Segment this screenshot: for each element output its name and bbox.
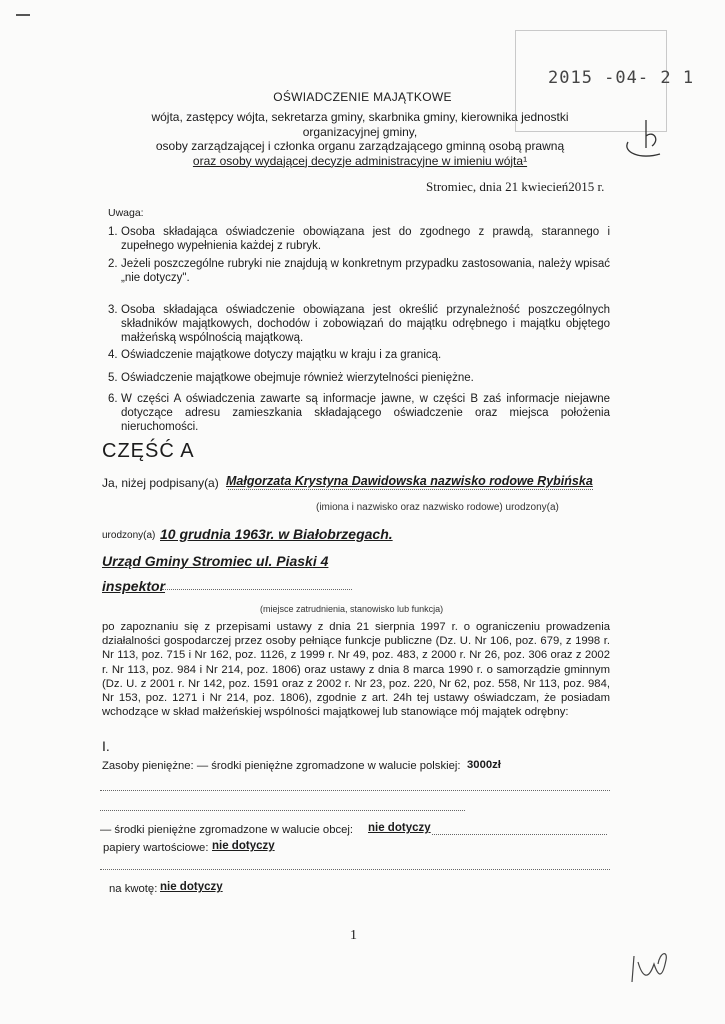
work-caption: (miejsce zatrudnienia, stanowisko lub funkcja) (260, 604, 444, 614)
born-value: 10 grudnia 1963r. w Białobrzegach. (160, 526, 393, 542)
position-dots (162, 589, 352, 590)
note-item: 3. Osoba składająca oświadczenie obowiązana jest określić przynależność poszczególnych składników majątkowych, dochodów i zobowiązań do majątku odrębnego i majątku objętego małżeńską wspólnością majątkową. (108, 304, 610, 344)
signed-name: Małgorzata Krystyna Dawidowska nazwisko rodowe Rybińska (226, 474, 593, 488)
document-subtitle (80, 110, 640, 168)
blank-line (432, 834, 607, 835)
subtitle-line: oraz osoby wydającej decyzje administracyjne w imieniu wójta¹ (192, 153, 528, 168)
foreign-label: — środki pieniężne zgromadzone w walucie obcej: (100, 824, 354, 836)
note-item: 6. W części A oświadczenia zawarte są informacje jawne, w części B zaś informacje niejawne dotyczące adresu zamieszkania składającego oświadczenie oraz miejsca położenia nieruchomości. (108, 393, 610, 433)
stamp-date: 2015 -04- 2 1 (548, 68, 695, 88)
document-title: OŚWIADCZENIE MAJĄTKOWE (273, 90, 452, 104)
subtitle-line: organizacyjnej gminy, (302, 124, 418, 139)
handwritten-initials (622, 942, 672, 992)
blank-line (100, 790, 610, 791)
legal-text: po zapoznaniu się z przepisami ustawy z dnia 21 sierpnia 1997 r. o ograniczeniu prowadzenia działalności gospodarczej przez osoby pełniące funkcje publiczne (Dz. U. Nr 106, poz. 679, z 1998 r. Nr 113, poz. 715 i Nr 162, poz. 1126, z 1999 r. Nr 49, poz. 483, z 2000 r. Nr 26, poz. 306 oraz z 2002 r. Nr 113, poz. 984 i Nr 214, poz. 1806) oraz ustawy z dnia 8 marca 1990 r. o samorządzie gminnym (Dz. U. z 2001 r. Nr 142, poz. 1591 oraz z 2002 r. Nr 23, poz. 220, Nr 62, poz. 558, Nr 113, poz. 984, Nr 153, poz. 1271 i Nr 214, poz. 1806), zgodnie z art. 24h tej ustawy oświadczam, że posiadam wchodzące w skład małżeńskiej wspólności majątkowej lub stanowiące mój majątek odrębny: (102, 621, 610, 719)
corner-mark (16, 14, 30, 16)
amount-label: na kwotę: (109, 883, 158, 895)
blank-line (100, 869, 610, 870)
securities-label: papiery wartościowe: (103, 842, 209, 854)
note-item: 1. Osoba składająca oświadczenie obowiązana jest do zgodnego z prawdą, starannego i zupełnego wypełnienia każdej z rubryk. (108, 226, 610, 252)
notes-label: Uwaga: (108, 207, 144, 219)
part-a-heading: CZĘŚĆ A (102, 440, 195, 462)
securities-value: nie dotyczy (212, 840, 275, 852)
name-underline (228, 489, 593, 490)
subtitle-line: wójta, zastępcy wójta, sekretarza gminy, skarbnika gminy, kierownika jednostki (151, 110, 569, 124)
section-numeral: I. (102, 738, 110, 754)
born-label: urodzony(a) (102, 530, 156, 541)
subtitle-line: osoby zarządzającej i członka organu zarządzającego gminną osobą prawną (155, 139, 565, 153)
foreign-value: nie dotyczy (368, 822, 431, 834)
names-caption: (imiona i nazwisko oraz nazwisko rodowe) urodzony(a) (316, 502, 559, 513)
blank-line (100, 810, 465, 811)
place-date: Stromiec, dnia 21 kwiecień2015 r. (426, 179, 605, 194)
position: inspektor (102, 578, 166, 594)
note-item: 4. Oświadczenie majątkowe dotyczy majątku w kraju i za granicą. (108, 349, 442, 361)
signed-label: Ja, niżej podpisany(a) (102, 476, 219, 490)
cash-value: 3000zł (467, 759, 501, 771)
page-number: 1 (350, 928, 357, 943)
amount-value: nie dotyczy (160, 881, 223, 893)
workplace: Urząd Gminy Stromiec ul. Piaski 4 (102, 553, 329, 569)
note-item: 5. Oświadczenie majątkowe obejmuje również wierzytelności pieniężne. (108, 372, 474, 384)
note-item: 2. Jeżeli poszczególne rubryki nie znajdują w konkretnym przypadku zastosowania, należy wpisać „nie dotyczy". (108, 258, 610, 284)
cash-label: Zasoby pieniężne: — środki pieniężne zgromadzone w walucie polskiej: (102, 760, 461, 772)
